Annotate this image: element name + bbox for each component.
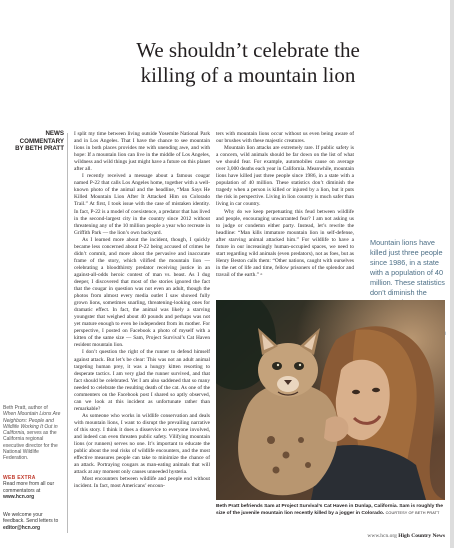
headline-line-1: We shouldn’t celebrate the (136, 38, 360, 62)
paragraph: I split my time between living outside Yosemite National Park and in Los Angeles. That I have the chance to see mountain lions in both places provides me with unending awe, and with hope: If a mountain lion can live in the middle of Los Angeles, wildness and wild things just might have a future on this planet after all. (74, 131, 210, 173)
paragraph: Why do we keep perpetuating this feud between wildlife and people, encouraging unwarranted fear? I am not asking us to judge or condemn either party. Instead, let’s rewrite the headline: “Man kills immature mountain lion in self-defense, after starving animal attacked him.” For wildlife to have a future in our increasingly human-occupied spaces, we need to start regarding wild animals (even predators), not as foes, but as Henry Beston calls them: “Other nations, caught with ourselves in the net of life and time, fellow prisoners of the splendor and travail of the earth.” ▫ (216, 208, 354, 278)
web-extra-link[interactable]: www.hcn.org (3, 493, 35, 500)
body-column-2 (216, 131, 354, 279)
section-label-news: NEWS (45, 130, 64, 137)
footer-website[interactable]: www.hcn.org (367, 533, 397, 539)
paragraph: ters with mountain lions occur without us even being aware of our brushes with these majestic creatures. (216, 131, 354, 145)
section-label (4, 130, 64, 153)
paragraph: As I learned more about the incident, though, I quickly became less concerned about P-22 being accused of crimes he didn’t commit, and more about the pervasive and inaccurate frame of the story, which vilified the mountain lion — celebrating a bloodthirsty predator receiving justice in an against-all-odds heroic contest of man vs. beast. As I dug deeper, I discovered that most of the stories ignored the fact that the cougar in question was not even an adult, though the photos from almost every media outlet I saw showed fully grown lions, sometimes snarling, threatening-looking ones for dramatic effect. In fact, the animal was likely a starving youngster that weighed about 40 pounds and perhaps was not yet mature enough to even be independent from its mother. For perspective, I posted on Facebook a photo of myself with a kitten of the same size — Sam, Project Survival’s Cat Haven resident mountain lion. (74, 236, 210, 349)
body-column-1 (74, 131, 210, 490)
caption-text: Beth Pratt befriends Sam at Project Survival’s Cat Haven in Dunlap, California. Sam is roughly the size of the juvenile mountain lion recently killed by a jogger in Colorado. (216, 504, 444, 517)
page-footer (367, 533, 445, 539)
photo-caption (216, 504, 446, 518)
feedback-note (3, 512, 61, 531)
web-extra-text: Read more from all our commentators at (3, 481, 55, 494)
photo-woman-with-cougar-kitten (216, 300, 445, 500)
page-edge (450, 0, 454, 548)
footer-magazine-name: High Country News (398, 533, 445, 539)
headline (98, 38, 398, 88)
paragraph: Most encounters between wildlife and people end without incident. In fact, most Americans’ encoun- (74, 476, 210, 490)
feedback-text: We welcome your feedback. Send letters to (3, 512, 59, 525)
article-photo (216, 300, 445, 500)
byline: BY BETH PRATT (15, 145, 64, 153)
web-extra (3, 475, 61, 500)
column-divider (67, 133, 68, 533)
paragraph: I recently received a message about a famous cougar named P-22 that calls Los Angeles home, together with a well-known photo of the animal and the headline, “Man Says He Killed Mountain Lion After It Attacked Him on Colorado Trail.” At first, I took issue with the case of mistaken identity. In fact, P-22 is a model of coexistence, a predator that has lived in the second-largest city in the country since 2012 without threatening any of the 10 million people a year who recreate in Griffith Park — the lion’s own backyard. (74, 173, 210, 236)
pull-quote: Mountain lions have killed just three people since 1986, in a state with a population of 40 million. These statistics don’t diminish the (370, 238, 445, 297)
paragraph: Mountain lion attacks are extremely rare. If public safety is a concern, wild animals should be far down on the list of what we should fear. For example, automobiles cause on average over 3,000 deaths each year in California. Meanwhile, mountain lions have killed just three people since 1986, in a state with a population of 40 million. These statistics don’t diminish the tragedy when a person is killed or injured by a lion, but it puts the risk in perspective. Living in lion country is much safer than living in car country. (216, 145, 354, 208)
photo-credit: COURTESY OF BETH PRATT (385, 511, 440, 516)
web-extra-heading: WEB EXTRA (3, 475, 36, 481)
headline-line-2: killing of a mountain lion (140, 63, 356, 87)
bio-book-title: When Mountain Lions Are Neighbors: People and Wildlife Working It Out in California, (3, 411, 61, 437)
feedback-email-link[interactable]: editor@hcn.org (3, 524, 41, 531)
author-bio (3, 405, 61, 462)
paragraph: As someone who works in wildlife conservation and deals with mountain lions, I want to disrupt the prevailing narrative of this story. I think it does a disservice to everyone involved, and indeed can even threaten public safety. Vilifying mountain lions (or runners) serves no one. It’s important to educate the public about the real risks of wildlife encounters, and the most effective measures people can take to minimize the chance of an attack. Portraying cougars as man-eating animals that will attack at any moment only causes unneeded hysteria. (74, 412, 210, 476)
section-label-commentary: COMMENTARY (19, 137, 64, 145)
paragraph: I don’t question the right of the runner to defend himself against attack. But let’s be clear: This was not an adult animal targeting human prey, it was a hungry kitten resorting to desperate tactics. I am very glad the runner survived, and that fact should be celebrated. Yet I am also saddened that so many needed to celebrate the resulting death of the cat. As one of the commenters on the Facebook post I shared so aptly observed, can we look at this incident as unfortunate rather than remarkable? (74, 349, 210, 412)
bio-name: Beth Pratt, author of (3, 405, 48, 411)
bio-description: serves as the California regional executive director for the National Wildlife Federation. (3, 430, 58, 462)
